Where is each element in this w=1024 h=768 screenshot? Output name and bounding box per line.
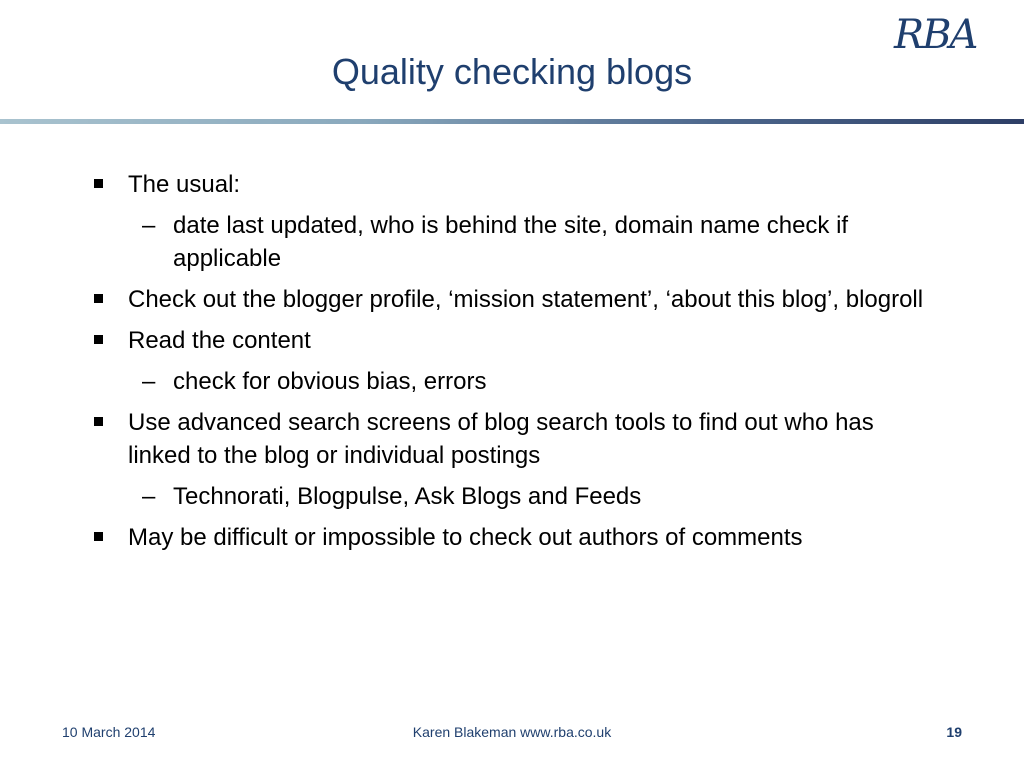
dash-bullet: – [142,483,156,510]
rba-logo-text: RBA [894,12,977,58]
bullet-item [90,283,930,316]
sub-bullet-text: Technorati, Blogpulse, Ask Blogs and Feeds [173,483,642,510]
square-bullet-icon [94,532,103,541]
sub-bullet-item [90,365,930,398]
bullet-list [90,168,930,554]
bullet-text: The usual: [128,171,241,198]
sub-bullet-text: check for obvious bias, errors [173,368,487,395]
bullet-item [90,406,930,472]
bullet-text: Check out the blogger profile, ‘mission statement’, ‘about this blog’, blogroll [128,286,924,313]
bullet-text: May be difficult or impossible to check out authors of comments [128,524,803,551]
title-divider [0,119,1024,124]
slide-title: Quality checking blogs [331,51,693,92]
bullet-item [90,324,930,357]
square-bullet-icon [94,294,103,303]
sub-bullet-item [90,480,930,513]
bullet-item [90,168,930,201]
page-number: 19 [946,724,962,740]
bullet-item [90,521,930,554]
sub-bullet-text: date last updated, who is behind the site, domain name check if applicable [173,212,849,272]
square-bullet-icon [94,179,103,188]
sub-bullet-item [90,209,930,275]
bullet-text: Use advanced search screens of blog search tools to find out who has linked to the blog or individual postings [128,409,874,469]
bullet-text: Read the content [128,327,311,354]
dash-bullet: – [142,212,156,239]
square-bullet-icon [94,335,103,344]
footer-author: Karen Blakeman www.rba.co.uk [412,724,612,740]
dash-bullet: – [142,368,156,395]
square-bullet-icon [94,417,103,426]
footer-date: 10 March 2014 [62,724,156,740]
